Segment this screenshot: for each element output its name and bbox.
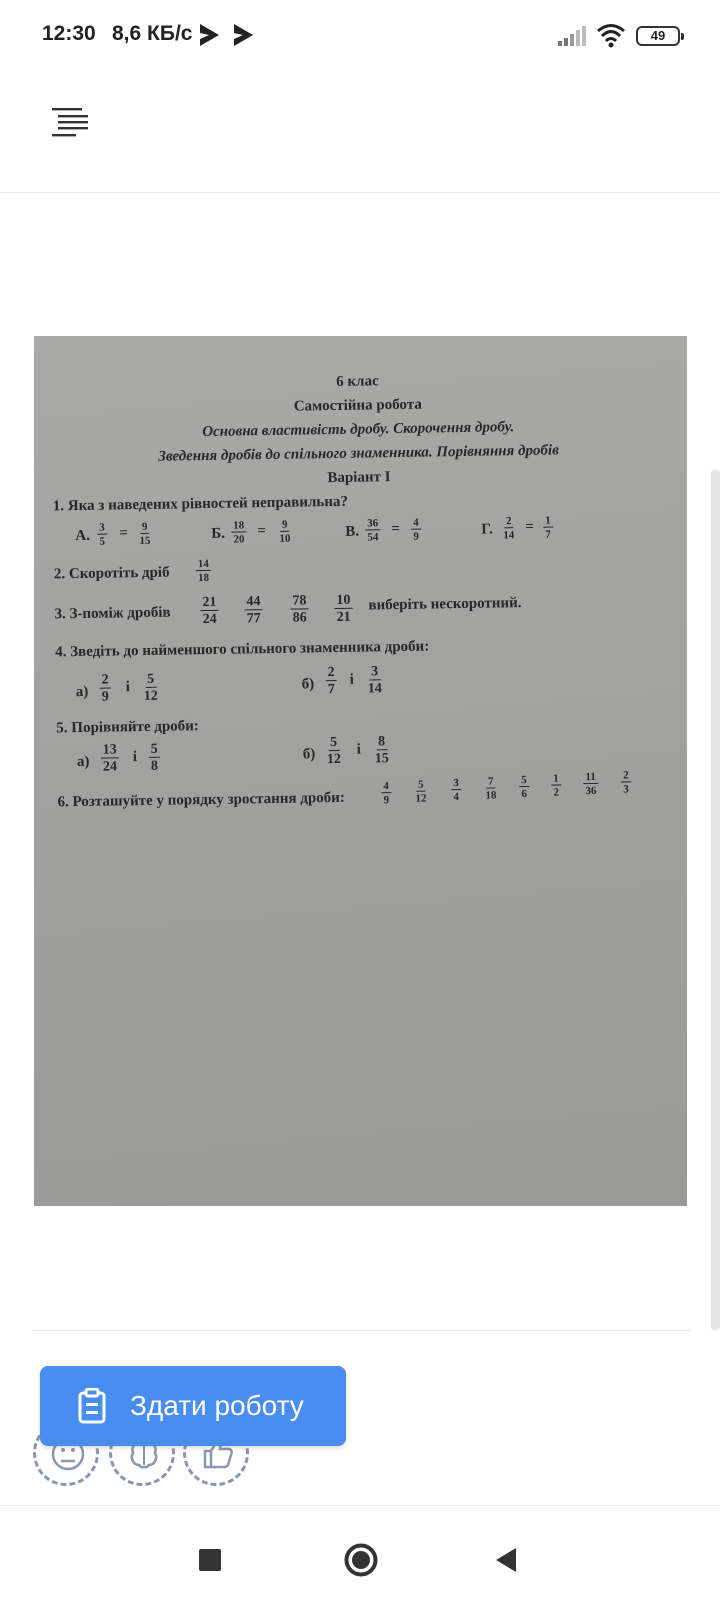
equals-sign: =: [391, 520, 400, 538]
fraction: [413, 780, 428, 805]
topic-line-2: Зведення дробів до спільного знаменника. Порівняння дробів: [158, 442, 559, 465]
denominator: 9: [413, 530, 419, 543]
denominator: 24: [102, 759, 118, 775]
topic-line-1: Основна властивість дробу. Скорочення дробу.: [202, 419, 515, 441]
q1-option-label: А.: [75, 527, 91, 545]
numerator: 2: [621, 770, 631, 782]
question-2: 2. Скоротіть дріб: [53, 564, 170, 583]
bottom-divider: [32, 1330, 690, 1331]
q1-option-label: Б.: [211, 525, 226, 542]
worksheet-document: [34, 336, 687, 861]
fraction: [325, 736, 343, 767]
denominator: 21: [336, 609, 351, 625]
denominator: 15: [374, 751, 389, 767]
equals-sign: =: [257, 523, 266, 540]
numerator: 21: [200, 596, 218, 611]
denominator: 12: [326, 751, 341, 768]
fraction: [325, 666, 336, 697]
and-word: і: [356, 741, 362, 758]
system-nav-bar: [0, 1505, 720, 1600]
numerator: 3: [97, 523, 107, 535]
fraction: [137, 522, 152, 547]
fraction: [231, 520, 246, 545]
q5-part-b-label: б): [302, 746, 316, 763]
battery-icon: 49: [636, 26, 680, 46]
numerator: 9: [140, 522, 150, 534]
denominator: 14: [367, 681, 382, 697]
fraction: [543, 516, 553, 541]
denominator: 15: [139, 534, 151, 548]
fraction: [411, 518, 421, 543]
question-4: 4. Зведіть до найменшого спільного знаменника дроби:: [55, 638, 430, 661]
fraction: [365, 665, 383, 696]
denominator: 4: [453, 791, 460, 804]
denominator: 36: [585, 784, 597, 798]
numerator: 5: [145, 673, 156, 688]
q1-option-label: В.: [345, 523, 360, 540]
numerator: 5: [328, 736, 339, 751]
fraction: [519, 775, 529, 800]
fraction: [277, 520, 292, 545]
denominator: 7: [545, 528, 551, 541]
denominator: 5: [99, 535, 106, 548]
numerator: 8: [376, 735, 387, 750]
numerator: 10: [334, 594, 352, 609]
fraction: [621, 770, 631, 795]
fraction: [365, 518, 380, 543]
fraction: [200, 596, 218, 627]
question-6: 6. Розташуйте у порядку зростання дроби:: [57, 789, 345, 811]
fraction: [290, 594, 308, 625]
clipboard-icon: [78, 1388, 106, 1424]
q5-part-a-label: а): [76, 753, 90, 771]
equals-sign: =: [525, 518, 534, 535]
numerator: 5: [416, 780, 426, 792]
numerator: 14: [196, 559, 211, 571]
denominator: 8: [150, 758, 159, 774]
scrollbar[interactable]: [711, 470, 720, 1330]
numerator: 7: [486, 776, 496, 788]
denominator: 9: [101, 689, 109, 705]
fraction: [373, 735, 391, 766]
fraction: [149, 743, 160, 774]
fraction: [551, 773, 561, 798]
numerator: 2: [504, 516, 514, 528]
denominator: 12: [415, 792, 427, 805]
numerator: 36: [365, 518, 380, 530]
home-circle-icon[interactable]: [344, 1543, 378, 1577]
menu-lines-icon[interactable]: [50, 108, 90, 140]
fraction: [483, 776, 498, 801]
numerator: 5: [149, 743, 160, 758]
numerator: 44: [244, 595, 262, 610]
and-word: і: [349, 671, 354, 688]
numerator: 18: [231, 520, 246, 532]
network-speed: 8,6 КБ/с: [112, 22, 193, 45]
numerator: 1: [551, 773, 561, 785]
q1-option-label: Г.: [481, 521, 494, 538]
fraction: [451, 778, 461, 803]
fraction: [381, 781, 391, 806]
denominator: 20: [233, 533, 245, 546]
status-bar: [0, 0, 720, 70]
numerator: 13: [101, 743, 119, 758]
top-divider: [0, 192, 720, 193]
numerator: 11: [583, 772, 598, 784]
question-3-tail: виберіть нескоротний.: [368, 595, 522, 614]
question-1: 1. Яка з наведених рівностей неправильна?: [52, 493, 349, 515]
status-time: 12:30: [42, 22, 96, 45]
submit-work-button[interactable]: [40, 1366, 346, 1446]
numerator: 9: [280, 520, 290, 532]
denominator: 54: [367, 531, 379, 544]
variant-heading: Варіант І: [327, 469, 391, 487]
app-play-icon: [231, 22, 255, 48]
fraction: [97, 523, 107, 548]
fraction: [244, 595, 262, 626]
denominator: 10: [279, 532, 291, 545]
denominator: 86: [292, 610, 307, 626]
numerator: 5: [519, 775, 529, 787]
numerator: 4: [411, 518, 421, 530]
question-5: 5. Порівняйте дроби:: [56, 718, 199, 737]
recents-square-icon[interactable]: [199, 1549, 221, 1571]
fraction: [334, 594, 352, 625]
app-play-icon: [197, 22, 221, 48]
denominator: 14: [503, 529, 515, 542]
denominator: 9: [383, 794, 390, 807]
denominator: 18: [485, 789, 497, 802]
fraction: [101, 743, 119, 774]
fraction: [501, 516, 516, 541]
numerator: 2: [325, 666, 336, 681]
fraction: [100, 674, 111, 705]
back-triangle-icon[interactable]: [494, 1546, 518, 1574]
numerator: 78: [290, 594, 308, 609]
denominator: 24: [202, 611, 217, 628]
wifi-icon: [596, 22, 626, 48]
numerator: 3: [369, 665, 380, 680]
submit-label: Здати роботу: [130, 1390, 304, 1421]
numerator: 4: [381, 781, 391, 793]
worksheet-photo[interactable]: [34, 336, 687, 1206]
question-3: 3. З-поміж дробів: [54, 604, 171, 623]
grade-heading: 6 клас: [336, 373, 379, 390]
equals-sign: =: [119, 525, 128, 542]
and-word: і: [125, 679, 131, 696]
fraction: [196, 559, 211, 584]
denominator: 7: [327, 682, 335, 698]
signal-icon: [558, 26, 588, 46]
denominator: 12: [143, 688, 158, 705]
denominator: 2: [553, 786, 560, 799]
denominator: 18: [197, 571, 210, 585]
fraction: [142, 673, 160, 704]
denominator: 3: [623, 783, 629, 796]
fraction: [583, 772, 598, 797]
work-type-heading: Самостійна робота: [293, 396, 422, 415]
denominator: 77: [246, 611, 261, 627]
q4-part-a-label: а): [75, 683, 89, 701]
q4-part-b-label: б): [301, 676, 315, 693]
and-word: і: [132, 749, 138, 766]
numerator: 2: [100, 674, 111, 689]
numerator: 3: [451, 778, 461, 790]
denominator: 6: [521, 787, 528, 801]
numerator: 1: [543, 516, 553, 528]
